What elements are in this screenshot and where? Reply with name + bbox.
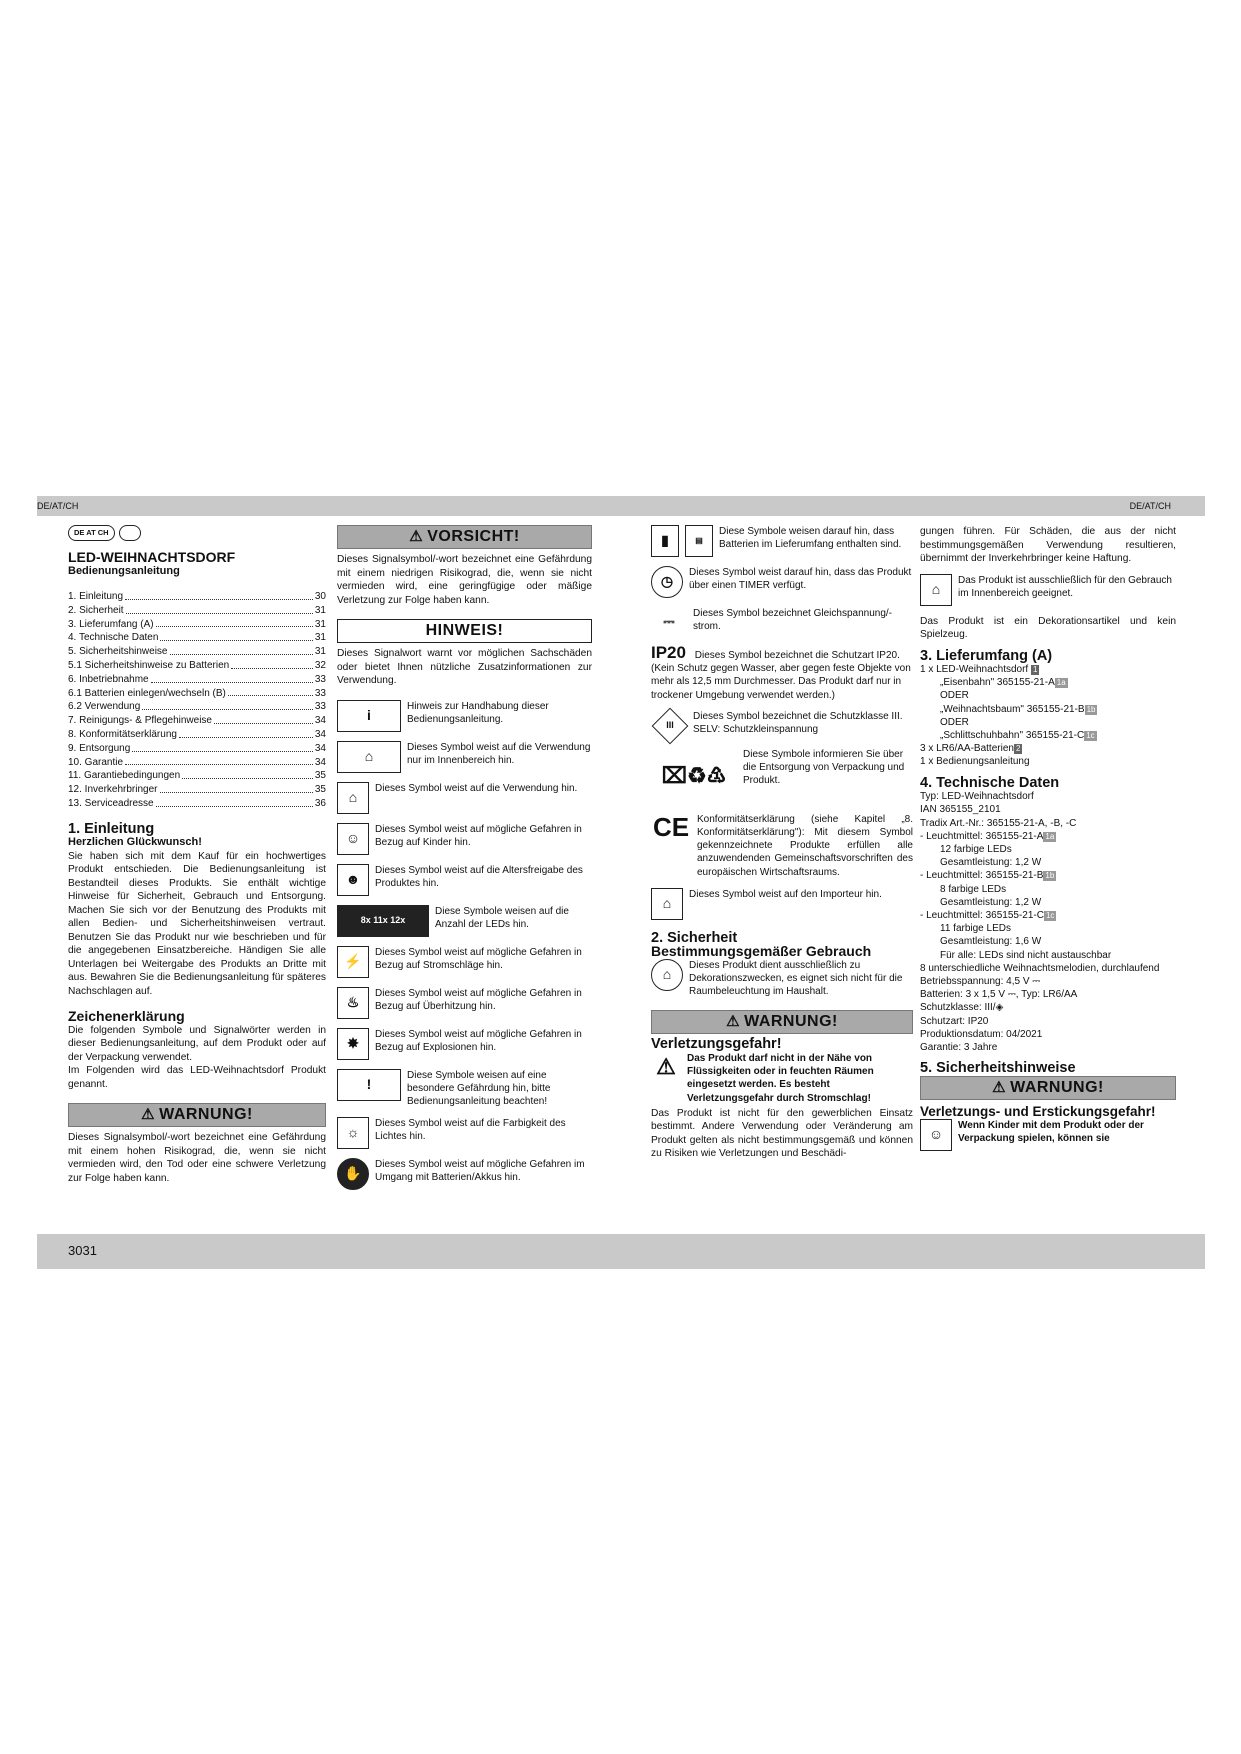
toc-entry-title: 5. Sicherheitshinweise: [68, 646, 168, 658]
scope-item: 3 x LR6/AA-Batterien 2: [920, 743, 1021, 755]
symbol-row: [337, 987, 592, 1019]
symbol-description: Dieses Symbol weist auf mögliche Gefahren im Umgang mit Batterien/Akkus hin.: [375, 1159, 585, 1184]
toc-entry: [68, 783, 326, 797]
toc-entry-page: 36: [314, 797, 326, 809]
toc-entry-title: 1. Einleitung: [68, 591, 124, 602]
age-rating-icon: ☻: [337, 864, 369, 896]
toc-leader: [156, 797, 313, 807]
toc-entry: [68, 659, 326, 673]
toc-entry: [68, 631, 326, 645]
warning-label-3: WARNUNG!: [1010, 1078, 1104, 1096]
symbol-description: Hinweis zur Handhabung dieser Bedienungsanleitung.: [407, 700, 549, 725]
batteries-included-icon: ▤: [685, 525, 713, 557]
symbol-row: [337, 1117, 592, 1149]
toc-leader: [228, 687, 313, 697]
footer-band: [37, 1234, 1205, 1269]
warning-label: WARNUNG!: [159, 1106, 253, 1124]
toc-entry-page: 31: [314, 604, 326, 616]
symbol-description: Dieses Symbol weist auf die Verwendung hin.: [375, 782, 578, 794]
tech-line: Tradix Art.-Nr.: 365155-21-A, -B, -C: [920, 817, 1077, 829]
warning-manual-icon: !: [337, 1069, 401, 1101]
warning-banner-2: [651, 1010, 913, 1034]
caution-label: VORSICHT!: [427, 528, 520, 545]
toc-entry-page: 33: [314, 673, 326, 685]
toc-leader: [160, 631, 312, 641]
safety-heading: 2. Sicherheit: [651, 929, 738, 946]
tech-line: 11 farbige LEDs: [940, 923, 1011, 935]
column-3: [651, 525, 913, 1161]
usage-house-icon: ⌂: [651, 959, 683, 991]
toc-entry-page: 34: [314, 715, 326, 727]
symbol-description: Diese Symbole weisen auf die Anzahl der LEDs hin.: [435, 905, 569, 930]
battery-icon: ▮: [651, 525, 679, 557]
scope-item: „Schlittschuhbahn" 365155-21-C 1c: [940, 730, 1095, 742]
toc-entry-page: 31: [314, 646, 326, 658]
toc-leader: [126, 604, 313, 614]
symbol-row: [337, 823, 592, 855]
language-logo: [68, 525, 326, 541]
safety-subheading: Bestimmungsgemäßer Gebrauch: [651, 943, 872, 960]
tech-line: Gesamtleistung: 1,6 W: [940, 936, 1042, 948]
figure-1b-badge: 1b: [1045, 871, 1055, 881]
column-4: [920, 525, 1176, 1160]
figure-1a-badge: 1a: [1056, 678, 1066, 688]
safety-notes-heading: 5. Sicherheitshinweise: [920, 1060, 1076, 1077]
language-badge: DE AT CH: [68, 525, 115, 541]
toc-entry-page: 31: [314, 632, 326, 644]
toc-entry-title: 5.1 Sicherheitshinweise zu Batterien: [68, 659, 230, 671]
timer-icon: ◷: [651, 566, 683, 598]
continued-text: gungen führen. Für Schäden, die aus der nicht bestimmungsgemäßen Verwendung resultieren, übernimmt der Inverkehrbringer keine Haftung.: [920, 526, 1176, 564]
toc-entry: [68, 687, 326, 701]
electric-warning-icon: ⚠: [651, 1052, 681, 1082]
figure-1a-badge: 1a: [1045, 831, 1055, 841]
toc-entry-title: 8. Konformitätserklärung: [68, 728, 177, 740]
toc-leader: [231, 659, 313, 669]
tech-line: Produktionsdatum: 04/2021: [920, 1028, 1043, 1040]
note-label: HINWEIS!: [425, 622, 504, 639]
column-2: [337, 525, 592, 1199]
toc-entry-page: 33: [314, 687, 326, 699]
toc-entry: [68, 714, 326, 728]
figure-2-badge: 2: [1015, 744, 1021, 754]
toc-leader: [179, 728, 313, 738]
ip20-label: IP20: [651, 643, 686, 662]
symbol-row: [337, 946, 592, 978]
timer-symbol-text: Dieses Symbol weist darauf hin, dass das Produkt über einen TIMER verfügt.: [689, 567, 912, 592]
toc-entry-title: 6.1 Batterien einlegen/wechseln (B): [68, 687, 226, 699]
toc-leader: [170, 645, 313, 655]
intro-heading: 1. Einleitung: [68, 820, 155, 837]
tech-heading: 4. Technische Daten: [920, 774, 1060, 791]
toc-leader: [132, 742, 313, 752]
indoor-text: Das Produkt ist ausschließlich für den Gebrauch im Innenbereich geeignet.: [958, 574, 1172, 599]
ip20-text: Dieses Symbol bezeichnet die Schutzart IP20. (Kein Schutz gegen Wasser, aber gegen feste Objekte von mehr als 12,5 mm Durchmesser. Das Produkt darf nur in trockener Umgebung verwendet werden.): [651, 650, 911, 701]
tech-line: IAN 365155_2101: [920, 804, 1001, 816]
explosion-icon: ✸: [337, 1028, 369, 1060]
dc-symbol-text: Dieses Symbol bezeichnet Gleichspannung/-strom.: [693, 608, 892, 633]
indoor-house-icon: ⌂: [920, 574, 952, 606]
toc-leader: [160, 783, 313, 793]
injury-heading: Verletzungsgefahr!: [651, 1036, 782, 1053]
toc-entry-page: 34: [314, 742, 326, 754]
toc-entry: [68, 645, 326, 659]
product-title: LED-WEIHNACHTSDORF: [68, 549, 236, 565]
toc-entry-page: 32: [314, 659, 326, 671]
toc-entry: [68, 797, 326, 811]
battery-danger-icon: ✋: [337, 1158, 369, 1190]
suffocation-heading: Verletzungs- und Erstickungsgefahr!: [920, 1103, 1156, 1119]
symbol-description: Dieses Symbol weist auf die Altersfreigabe des Produktes hin.: [375, 864, 583, 889]
class3-diamond-icon: ◈: [995, 1002, 1004, 1014]
symbol-row: [337, 782, 592, 814]
tech-line: - Leuchtmittel: 365155-21-C 1c: [920, 909, 1055, 921]
tech-line: Garantie: 3 Jahre: [920, 1041, 998, 1053]
symbol-description: Dieses Symbol weist auf mögliche Gefahren in Bezug auf Überhitzung hin.: [375, 987, 582, 1012]
tech-line: Typ: LED-Weihnachtsdorf: [920, 791, 1034, 803]
toc-leader: [182, 769, 313, 779]
header-band: [37, 496, 1205, 516]
tech-line: 12 farbige LEDs: [940, 843, 1012, 855]
importer-symbol-text: Dieses Symbol weist auf den Importeur hin.: [689, 888, 882, 900]
toc-leader: [125, 590, 313, 600]
toc-leader: [214, 714, 313, 724]
tech-line: 8 unterschiedliche Weihnachtsmelodien, durchlaufend: [920, 962, 1160, 974]
symbol-description: Dieses Symbol weist auf mögliche Gefahren in Bezug auf Kinder hin.: [375, 823, 582, 848]
caution-triangle-icon: ⚠: [409, 528, 424, 545]
ce-symbol-text: Konformitätserklärung (siehe Kapitel „8. Konformitätserklärung"): Mit diesem Symbol gekennzeichnete Produkte erfüllen alle anzuwendenden Gemeinschaftsvorschriften des europäischen Wirtschaftsraums.: [697, 813, 913, 878]
symbol-description: Dieses Symbol weist auf mögliche Gefahren in Bezug auf Explosionen hin.: [375, 1028, 582, 1053]
intro-subheading: Herzlichen Glückwunsch!: [68, 836, 202, 849]
warning-label-2: WARNUNG!: [744, 1013, 838, 1031]
symbol-row: [337, 1028, 592, 1060]
toc-entry-page: 34: [314, 756, 326, 768]
symbol-row: [337, 1158, 592, 1190]
symbol-row: [337, 905, 592, 937]
toc-entry: [68, 769, 326, 783]
product-subtitle: Bedienungsanleitung: [68, 564, 180, 577]
electric-shock-icon: ⚡: [337, 946, 369, 978]
toc-entry: [68, 728, 326, 742]
toc-entry-page: 35: [314, 770, 326, 782]
symbol-row: [337, 741, 592, 773]
symbol-description: Dieses Symbol weist auf mögliche Gefahren in Bezug auf Stromschläge hin.: [375, 946, 582, 971]
table-of-contents: [68, 590, 326, 811]
toc-leader: [151, 673, 313, 683]
warning-banner: [68, 1103, 326, 1127]
scope-item: ODER: [940, 690, 969, 702]
toc-entry: [68, 604, 326, 618]
tech-line: - Leuchtmittel: 365155-21-B 1b: [920, 870, 1055, 882]
toc-entry-title: 12. Inverkehrbringer: [68, 784, 158, 796]
figure-1-badge: 1: [1032, 665, 1038, 674]
tech-line: - Leuchtmittel: 365155-21-A 1a: [920, 830, 1055, 842]
toc-leader: [156, 618, 313, 628]
decoration-text: Das Produkt ist ein Dekorationsartikel und kein Spielzeug.: [920, 615, 1176, 640]
tech-line: Gesamtleistung: 1,2 W: [940, 857, 1042, 869]
figure-1c-badge: 1c: [1086, 731, 1095, 741]
tech-line: Batterien: 3 x 1,5 V ⎓, Typ: LR6/AA: [920, 989, 1078, 1001]
symbol-list: [337, 700, 592, 1191]
header-right: DE/AT/CH: [1129, 501, 1171, 511]
led-count-icon: 8x 11x 12x: [337, 905, 429, 937]
figure-1c-badge: 1c: [1045, 910, 1055, 920]
toc-entry: [68, 590, 326, 604]
importer-factory-icon: ⌂: [651, 888, 683, 920]
light-color-icon: ☼: [337, 1117, 369, 1149]
tech-line: 8 farbige LEDs: [940, 883, 1007, 895]
class3-symbol-text: Dieses Symbol bezeichnet die Schutzklasse III. SELV: Schutzkleinspannung: [693, 710, 903, 736]
tech-line: Für alle: LEDs sind nicht austauschbar: [940, 949, 1112, 961]
indoor-use-icon: ⌂: [337, 741, 401, 773]
scope-item: „Weihnachtsbaum" 365155-21-B 1b: [940, 703, 1096, 715]
scope-item: ODER: [940, 716, 969, 728]
injury-text: Das Produkt ist nicht für den gewerblichen Einsatz bestimmt. Andere Verwendung oder Veränderung am Produkt gelten als nicht bestimmungsgemäß und können zu Risiken wie Verletzungen und Beschädi-: [651, 1107, 913, 1160]
caution-text: Dieses Signalsymbol/-wort bezeichnet eine Gefährdung mit einem niedrigen Risikograd, die, wenn sie nicht vermieden wird, eine geringfügige oder mäßige Verletzung zur Folge haben kann.: [337, 554, 592, 606]
scope-heading: 3. Lieferumfang (A): [920, 647, 1053, 664]
toc-entry-title: 6. Inbetriebnahme: [68, 673, 149, 685]
warning-triangle-icon: ⚠: [141, 1106, 156, 1124]
toc-leader: [125, 756, 313, 766]
suffocation-text: Wenn Kinder mit dem Produkt oder der Verpackung spielen, können sie: [958, 1119, 1144, 1144]
disposal-recycling-icon: ⌧♻♳: [651, 748, 737, 804]
usage-icon: ⌂: [337, 782, 369, 814]
toc-entry: [68, 700, 326, 714]
scope-item: „Eisenbahn" 365155-21-A 1a: [940, 677, 1066, 689]
warning-banner-3: [920, 1076, 1176, 1100]
page-number: 3031: [68, 1243, 97, 1258]
signs-heading: Zeichenerklärung: [68, 1008, 185, 1025]
intro-text: Sie haben sich mit dem Kauf für ein hochwertiges Produkt entschieden. Die Bedienungsanleitung ist Bestandteil dieses Produkts. Sie enthält wichtige Hinweise für Sicherheit, Gebrauch und Entsorgung. Machen Sie sich vor der Benutzung des Produkts mit allen Bedien- und Sicherheitshinweisen vertraut. Benutzen Sie das Produkt nur wie beschrieben und für die angegebenen Einsatzbereiche. Händigen Sie alle Unterlagen bei Weitergabe des Produkts an Dritte mit aus. Bewahren Sie die Bedienungsanleitung für späteres Nachschlagen auf.: [68, 850, 326, 997]
warning-text: Dieses Signalsymbol/-wort bezeichnet eine Gefährdung mit einem hohen Risikograd, die, wenn sie nicht vermieden wird, den Tod oder eine schwere Verletzung zur Folge haben kann.: [68, 1132, 326, 1184]
ce-mark-icon: CE: [652, 812, 690, 843]
symbol-description: Dieses Symbol weist auf die Verwendung nur im Innenbereich hin.: [407, 741, 591, 766]
scope-item: 1 x LED-Weihnachtsdorf 1: [920, 664, 1038, 675]
language-badge-blank: [119, 525, 141, 541]
toc-entry-title: 11. Garantiebedingungen: [68, 770, 181, 782]
dc-current-icon: ⎓: [651, 607, 687, 637]
toc-entry: [68, 673, 326, 687]
toc-entry-page: 34: [314, 728, 326, 740]
caution-banner: [337, 525, 592, 549]
overheat-icon: ♨: [337, 987, 369, 1019]
figure-1b-badge: 1b: [1086, 704, 1096, 714]
symbol-row: [337, 1069, 592, 1109]
column-1: [68, 525, 326, 1185]
warning-triangle-icon-2: ⚠: [726, 1013, 741, 1031]
toc-entry: [68, 756, 326, 770]
scope-list: [920, 663, 1176, 769]
tech-line: Betriebsspannung: 4,5 V ⎓: [920, 975, 1041, 987]
toc-entry-title: 4. Technische Daten: [68, 632, 159, 644]
protection-class-3-icon: III: [652, 707, 689, 744]
intended-use-text: Dieses Produkt dient ausschließlich zu Dekorationszwecken, es eignet sich nicht für die Raumbeleuchtung im Haushalt.: [689, 959, 903, 998]
tech-data-list: [920, 790, 1176, 1054]
toc-entry: [68, 618, 326, 632]
toc-entry-title: 3. Lieferumfang (A): [68, 618, 154, 630]
toc-entry-title: 10. Garantie: [68, 756, 124, 768]
tech-line: Gesamtleistung: 1,2 W: [940, 896, 1042, 908]
toc-entry-page: 31: [314, 618, 326, 630]
header-left: DE/AT/CH: [37, 501, 79, 511]
toc-leader: [142, 700, 313, 710]
note-text: Dieses Signalwort warnt vor möglichen Sachschäden oder bietet Ihnen nützliche Zusatzinformationen zur Verwendung.: [337, 648, 592, 686]
toc-entry-title: 9. Entsorgung: [68, 742, 131, 754]
note-banner: [337, 619, 592, 643]
symbol-row: [337, 700, 592, 732]
info-book-icon: i: [337, 700, 401, 732]
toc-entry-page: 30: [314, 591, 326, 602]
toc-entry-title: 2. Sicherheit: [68, 604, 124, 616]
child-warning-icon: ☺: [920, 1119, 952, 1151]
toc-entry-page: 35: [314, 784, 326, 796]
toc-entry: [68, 742, 326, 756]
symbol-description: Dieses Symbol weist auf die Farbigkeit des Lichtes hin.: [375, 1118, 566, 1143]
tech-line: Schutzklasse: III/◈: [920, 1002, 1004, 1014]
symbol-description: Diese Symbole weisen auf eine besondere Gefährdung hin, bitte Bedienungsanleitung beachten!: [407, 1069, 551, 1107]
disposal-symbol-text: Diese Symbole informieren Sie über die Entsorgung von Verpackung und Produkt.: [743, 748, 905, 787]
signs-text-1: Die folgenden Symbole und Signalwörter werden in dieser Bedienungsanleitung, auf dem Produkt oder auf der Verpackung verwendet.: [68, 1024, 326, 1063]
signs-text-2: Im Folgenden wird das LED-Weihnachtsdorf Produkt genannt.: [68, 1065, 326, 1090]
tech-line: Schutzart: IP20: [920, 1015, 989, 1027]
child-danger-icon: ☺: [337, 823, 369, 855]
toc-entry-title: 6.2 Verwendung: [68, 701, 141, 713]
scope-item: 1 x Bedienungsanleitung: [920, 756, 1030, 768]
symbol-row: [337, 864, 592, 896]
toc-entry-title: 13. Serviceadresse: [68, 797, 154, 809]
toc-entry-page: 33: [314, 701, 326, 713]
injury-bold-text: Das Produkt darf nicht in der Nähe von Flüssigkeiten oder in feuchten Räumen eingesetzt werden. Es besteht Verletzungsgefahr durch Stromschlag!: [687, 1052, 874, 1104]
warning-triangle-icon-3: ⚠: [992, 1078, 1007, 1096]
battery-symbol-text: Diese Symbole weisen darauf hin, dass Batterien im Lieferumfang enthalten sind.: [719, 526, 902, 551]
toc-entry-title: 7. Reinigungs- & Pflegehinweise: [68, 715, 212, 727]
